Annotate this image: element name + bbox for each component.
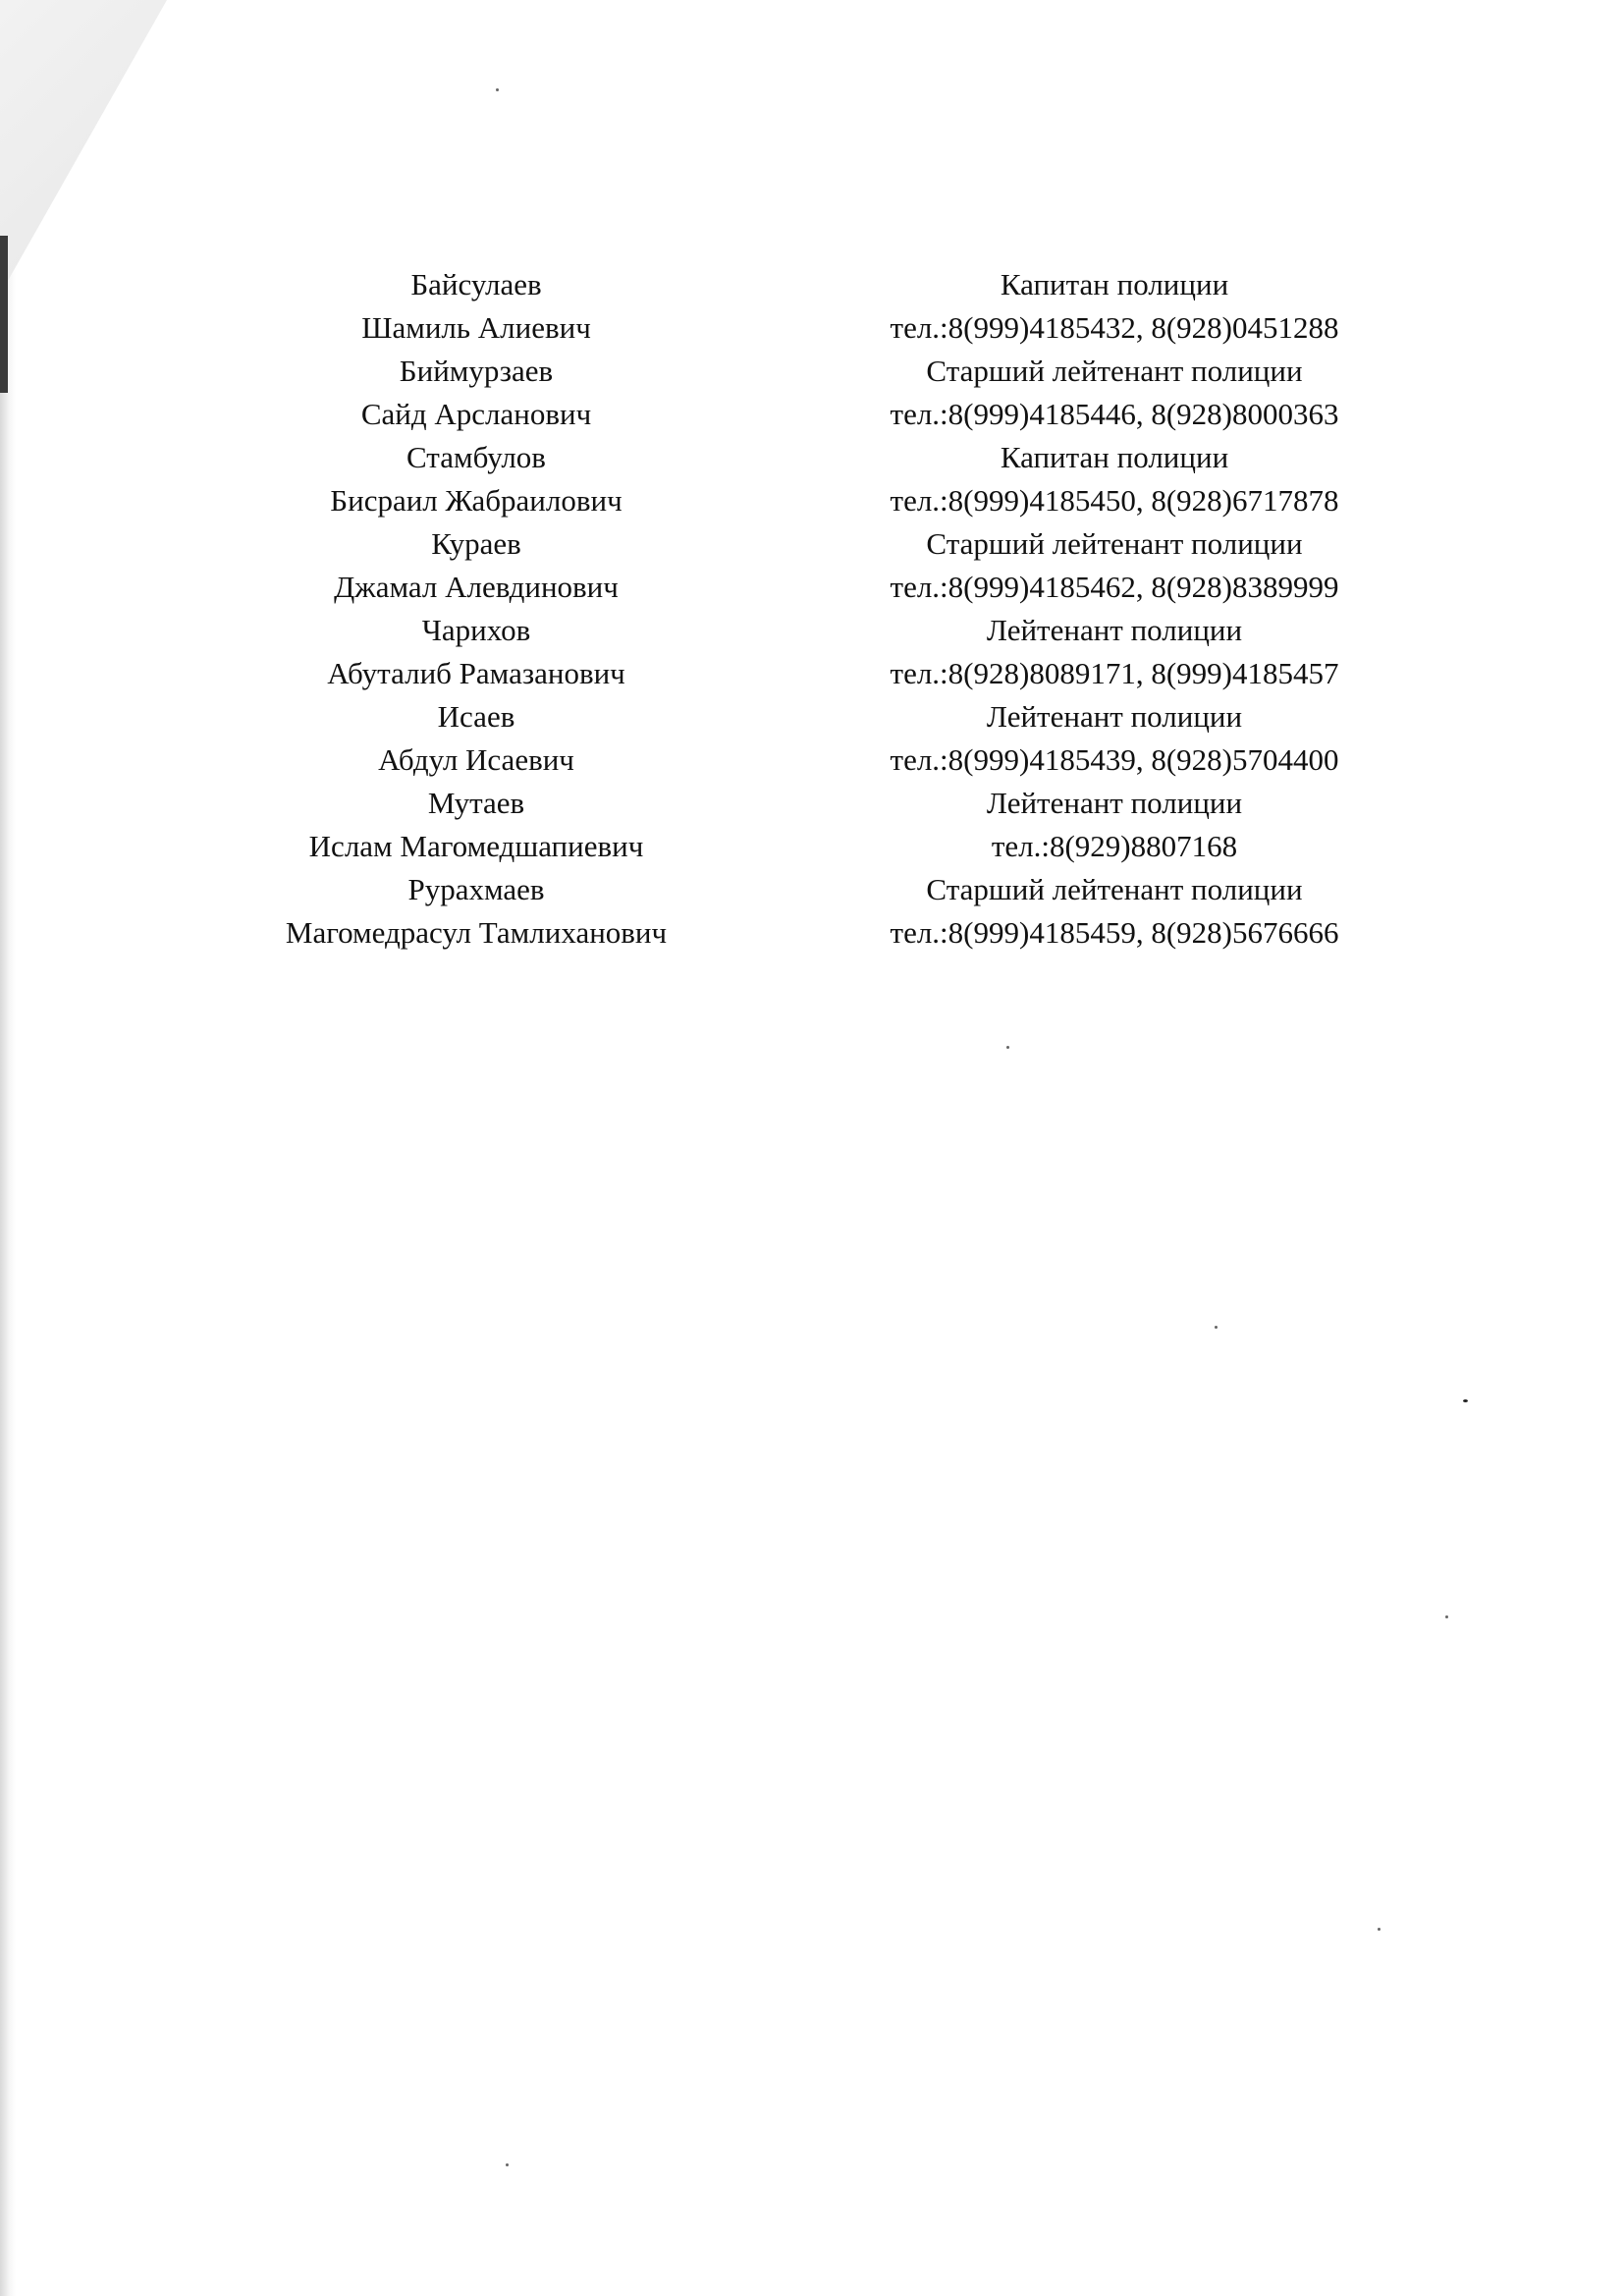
officer-rank-entry bbox=[830, 263, 1399, 350]
scan-speck bbox=[1445, 1615, 1448, 1618]
officer-name-entry bbox=[236, 436, 717, 522]
officer-phone: тел.:8(999)4185450, 8(928)6717878 bbox=[890, 483, 1339, 518]
scan-speck bbox=[496, 88, 499, 91]
officer-surname: Мутаев bbox=[427, 786, 525, 820]
officer-rank-entry bbox=[830, 522, 1399, 609]
officer-surname: Байсулаев bbox=[410, 267, 542, 301]
officer-name-entry bbox=[236, 263, 717, 350]
officer-rank: Старший лейтенант полиции bbox=[926, 526, 1303, 561]
officer-rank: Старший лейтенант полиции bbox=[926, 354, 1303, 388]
officer-surname: Исаев bbox=[437, 699, 515, 734]
officer-rank: Лейтенант полиции bbox=[986, 613, 1243, 647]
ranks-column bbox=[830, 263, 1399, 955]
officer-name-entry bbox=[236, 609, 717, 695]
scan-speck bbox=[1006, 1046, 1009, 1049]
officer-given-name: Абдул Исаевич bbox=[378, 742, 574, 777]
officer-given-name: Ислам Магомедшапиевич bbox=[308, 829, 644, 863]
officer-rank: Лейтенант полиции bbox=[986, 699, 1243, 734]
scan-speck bbox=[506, 2163, 509, 2166]
folded-corner bbox=[0, 0, 167, 295]
officer-phone: тел.:8(999)4185432, 8(928)0451288 bbox=[890, 310, 1339, 345]
officer-given-name: Сайд Арсланович bbox=[360, 397, 592, 431]
officer-given-name: Магомедрасул Тамлиханович bbox=[285, 915, 668, 950]
officer-surname: Стамбулов bbox=[406, 440, 546, 474]
officer-phone: тел.:8(999)4185459, 8(928)5676666 bbox=[890, 915, 1339, 950]
officer-phone: тел.:8(928)8089171, 8(999)4185457 bbox=[890, 656, 1339, 690]
officer-name-entry bbox=[236, 522, 717, 609]
officer-phone: тел.:8(999)4185439, 8(928)5704400 bbox=[890, 742, 1339, 777]
officer-rank-entry bbox=[830, 350, 1399, 436]
officer-surname: Чарихов bbox=[421, 613, 531, 647]
officer-given-name: Джамал Алевдинович bbox=[334, 570, 619, 604]
officer-name-entry bbox=[236, 695, 717, 782]
names-column bbox=[236, 263, 717, 955]
officer-rank-entry bbox=[830, 695, 1399, 782]
officer-rank-entry bbox=[830, 782, 1399, 868]
officer-given-name: Шамиль Алиевич bbox=[361, 310, 591, 345]
officer-rank: Капитан полиции bbox=[1000, 440, 1229, 474]
officer-surname: Биймурзаев bbox=[399, 354, 554, 388]
officer-surname: Кураев bbox=[431, 526, 521, 561]
scan-speck bbox=[1463, 1399, 1468, 1402]
officer-rank-entry bbox=[830, 868, 1399, 955]
scan-dark-edge bbox=[0, 236, 8, 393]
officer-rank: Лейтенант полиции bbox=[986, 786, 1243, 820]
officer-name-entry bbox=[236, 868, 717, 955]
officer-given-name: Бисраил Жабраилович bbox=[330, 483, 623, 518]
officer-given-name: Абуталиб Рамазанович bbox=[327, 656, 625, 690]
officer-rank-entry bbox=[830, 609, 1399, 695]
officer-name-entry bbox=[236, 350, 717, 436]
officer-surname: Рурахмаев bbox=[407, 872, 545, 906]
officer-rank: Капитан полиции bbox=[1000, 267, 1229, 301]
officer-rank-entry bbox=[830, 436, 1399, 522]
scan-speck bbox=[1378, 1928, 1380, 1931]
officer-name-entry bbox=[236, 782, 717, 868]
officer-phone: тел.:8(999)4185462, 8(928)8389999 bbox=[890, 570, 1339, 604]
scan-speck bbox=[1215, 1326, 1218, 1329]
officer-phone: тел.:8(999)4185446, 8(928)8000363 bbox=[890, 397, 1339, 431]
officer-phone: тел.:8(929)8807168 bbox=[991, 829, 1238, 863]
officer-rank: Старший лейтенант полиции bbox=[926, 872, 1303, 906]
